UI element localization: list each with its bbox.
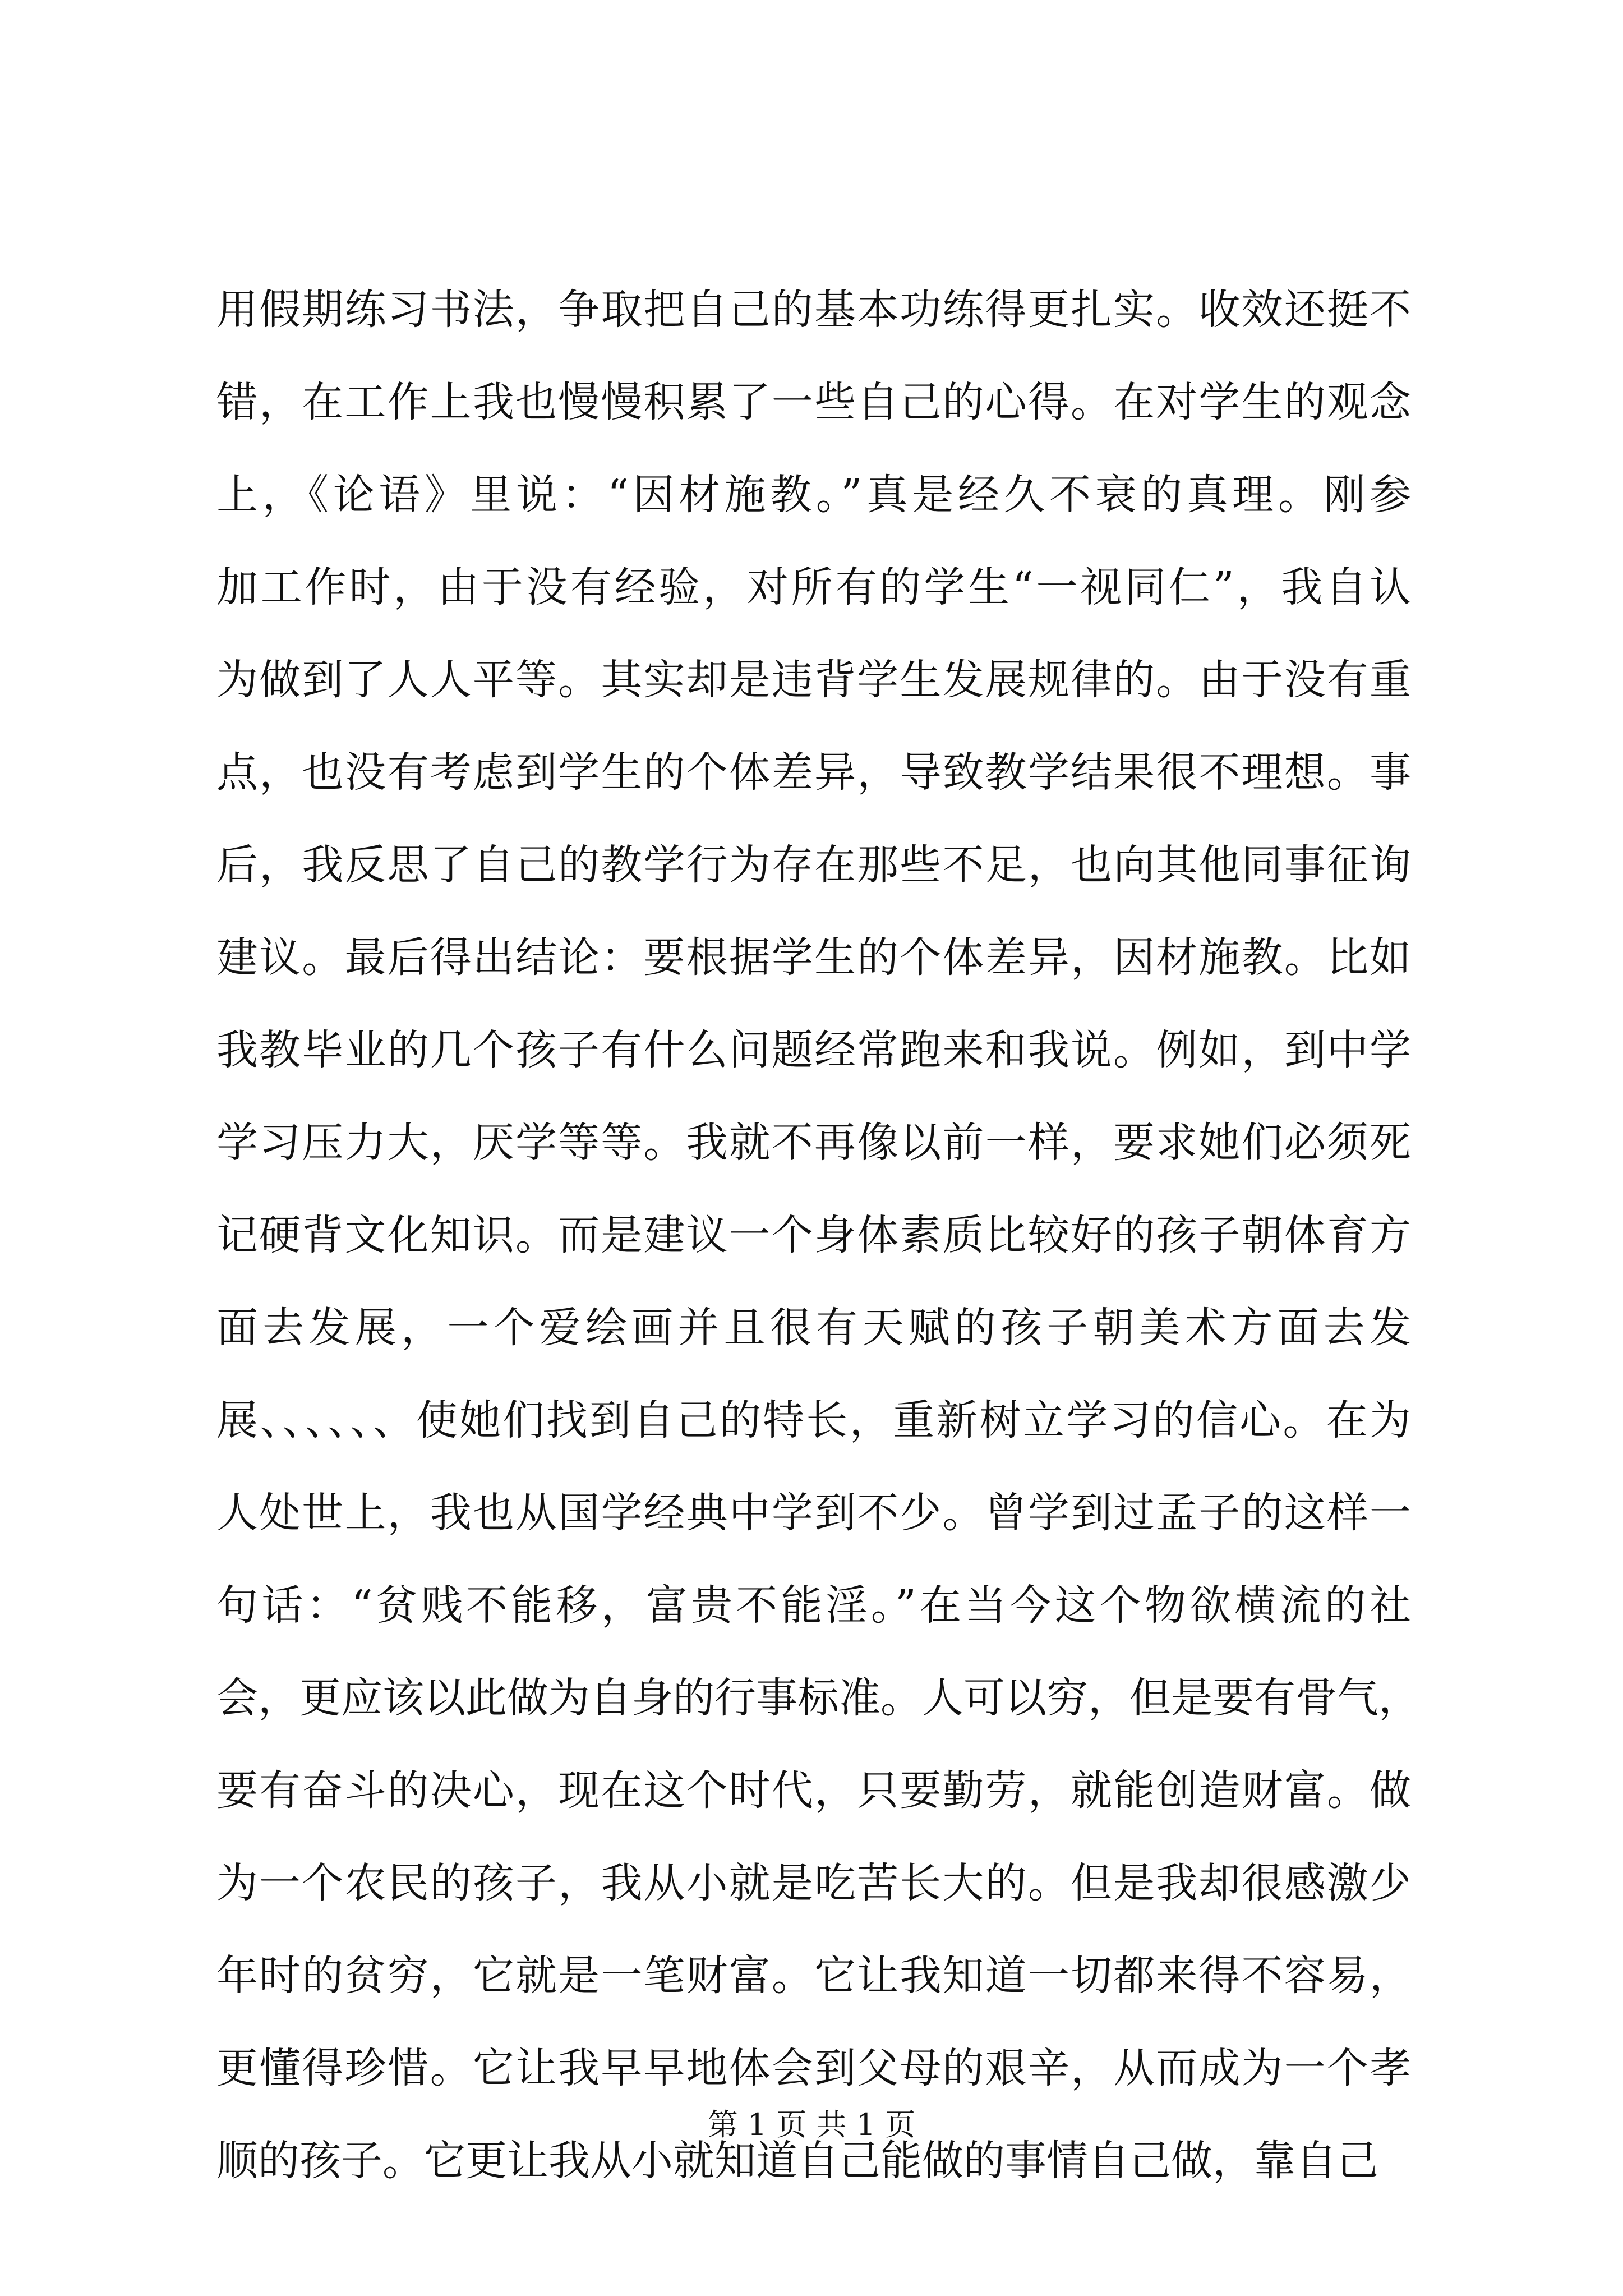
text-line: 面去发展，一个爱绘画并且很有天赋的孩子朝美术方面去发 [216, 1304, 1411, 1352]
text-line: 句话：“贫贱不能移，富贵不能淫。”在当今这个物欲横流的社 [216, 1581, 1411, 1630]
text-line: 年时的贫穷，它就是一笔财富。它让我知道一切都来得不容易， [216, 1952, 1411, 2000]
text-line: 展、、、、、、使她们找到自己的特长，重新树立学习的信心。在为 [216, 1396, 1411, 1444]
body-text [216, 264, 1420, 2207]
text-line: 我教毕业的几个孩子有什么问题经常跑来和我说。例如，到中学 [216, 1026, 1411, 1074]
text-line: 加工作时，由于没有经验，对所有的学生“一视同仁”，我自认 [216, 563, 1411, 611]
text-line: 错，在工作上我也慢慢积累了一些自己的心得。在对学生的观念 [216, 378, 1411, 426]
text-line: 点，也没有考虑到学生的个体差异，导致教学结果很不理想。事 [216, 748, 1411, 797]
text-line: 用假期练习书法，争取把自己的基本功练得更扎实。收效还挺不 [216, 286, 1411, 334]
text-line: 会，更应该以此做为自身的行事标准。人可以穷，但是要有骨气， [216, 1674, 1420, 1722]
text-line: 要有奋斗的决心，现在这个时代，只要勤劳，就能创造财富。做 [216, 1766, 1411, 1815]
text-line: 顺的孩子。它更让我从小就知道自己能做的事情自己做，靠自己 [216, 2137, 1378, 2185]
text-line: 更懂得珍惜。它让我早早地体会到父母的艰辛，从而成为一个孝 [216, 2044, 1411, 2092]
text-line: 记硬背文化知识。而是建议一个身体素质比较好的孩子朝体育方 [216, 1211, 1411, 1259]
text-line: 为做到了人人平等。其实却是违背学生发展规律的。由于没有重 [216, 656, 1411, 704]
text-line: 人处世上，我也从国学经典中学到不少。曾学到过孟子的这样一 [216, 1489, 1411, 1537]
page-footer: 第 1 页 共 1 页 [707, 2107, 916, 2142]
text-line: 建议。最后得出结论：要根据学生的个体差异，因材施教。比如 [216, 933, 1411, 982]
text-line: 为一个农民的孩子，我从小就是吃苦长大的。但是我却很感激少 [216, 1859, 1411, 1907]
text-line: 后，我反思了自己的教学行为存在那些不足，也向其他同事征询 [216, 841, 1411, 889]
text-line: 学习压力大，厌学等等。我就不再像以前一样，要求她们必须死 [216, 1119, 1411, 1167]
text-line: 上，《论语》里说：“因材施教。”真是经久不衰的真理。刚参 [216, 471, 1411, 519]
